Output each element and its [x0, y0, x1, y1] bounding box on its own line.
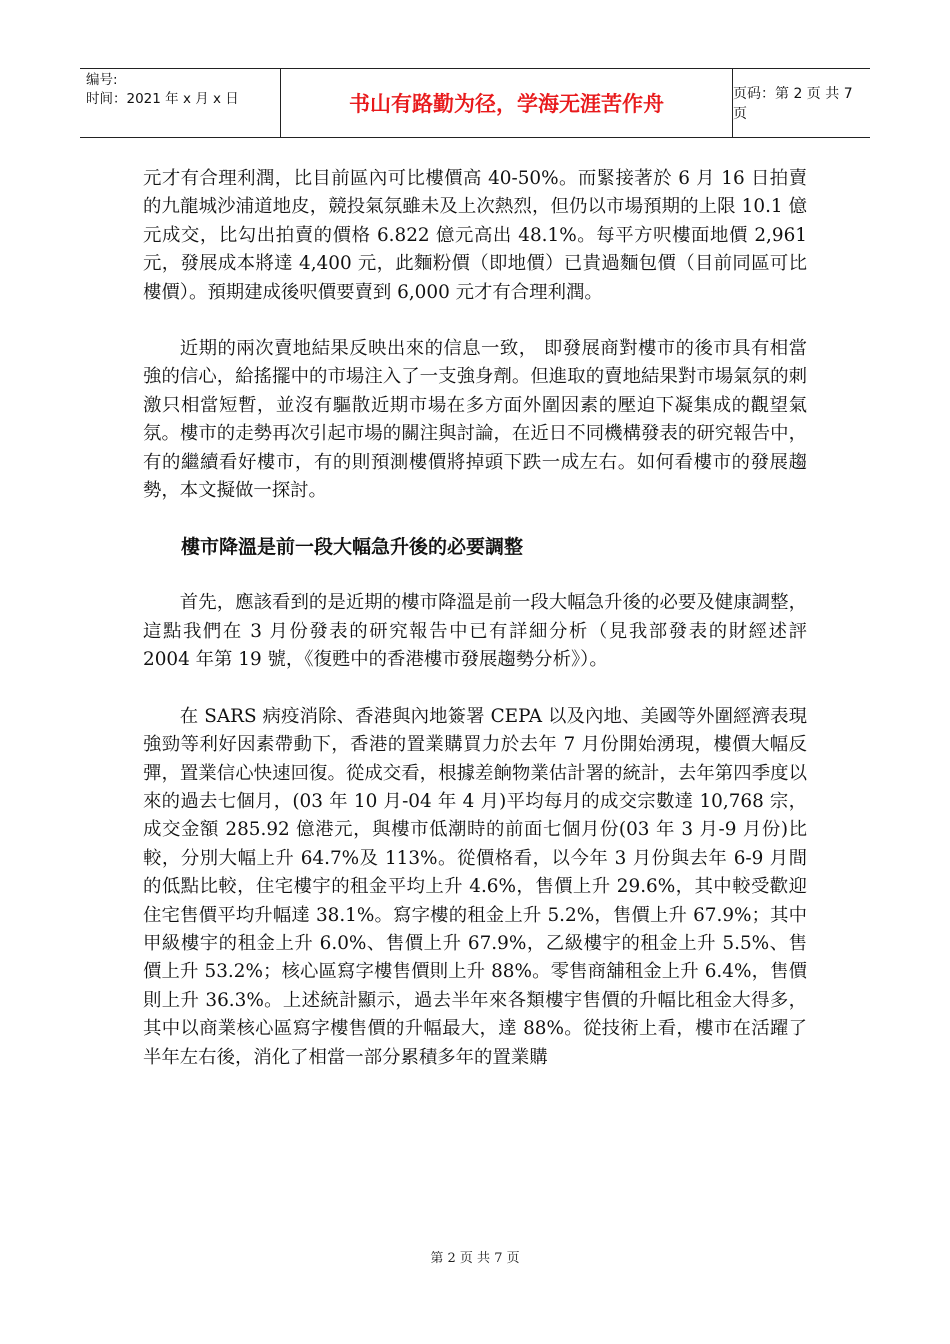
paragraph-1: 元才有合理利潤，比目前區內可比樓價高 40-50%。而緊接著於 6 月 16 日拍賣的九龍城沙浦道地皮，競投氣氛雖未及上次熱烈，但仍以市場預期的上限 10.1 億元成交，比勾出拍賣的價格 6.822 億元高出 48.1%。每平方呎樓面地價 2,961 元，發展成本將達 4,400 元，此麵粉價（即地價）已貴過麵包價（目前同區可比樓價）。預期建成後呎價要賣到 6,000 元才有合理利潤。: [143, 168, 807, 303]
paragraph-2: 近期的兩次賣地結果反映出來的信息一致， 即發展商對樓市的後市具有相當強的信心，給搖擺中的市場注入了一支強身劑。但進取的賣地結果對市場氣氛的刺激只相當短暫，並沒有驅散近期市場在多方面外圍因素的壓迫下凝集成的觀望氣氛。樓市的走勢再次引起市場的關注與討論，在近日不同機構發表的研究報告中，有的繼續看好樓市，有的則預測樓價將掉頭下跌一成左右。如何看樓市的發展趨勢，本文擬做一探討。: [143, 338, 807, 502]
header-page-info: 页码：第 2 页 共 7 页: [733, 86, 853, 122]
paragraph-4: 在 SARS 病疫消除、香港與內地簽署 CEPA 以及內地、美國等外圍經濟表現強勁等利好因素帶動下，香港的置業購買力於去年 7 月份開始湧現，樓價大幅反彈，置業信心快速回復。從成交看，根據差餉物業估計署的統計，去年第四季度以來的過去七個月，(03 年 10 月-04 年 4 月)平均每月的成交宗數達 10,768 宗，成交金額 285.92 億港元，與樓市低潮時的前面七個月份(03 年 3 月-9 月份)比較，分別大幅上升 64.7%及 113%。從價格看，以今年 3 月份與去年 6-9 月間的低點比較，住宅樓宇的租金平均上升 4.6%，售價上升 29.6%，其中較受歡迎住宅售價平均升幅達 38.1%。寫字樓的租金上升 5.2%，售價上升 67.9%；其中甲級樓宇的租金上升 6.0%、售價上升 67.9%，乙級樓宇的租金上升 5.5%、售價上升 53.2%；核心區寫字樓售價則上升 88%。零售商舖租金上升 6.4%，售價則上升 36.3%。上述統計顯示，過去半年來各類樓宇售價的升幅比租金大得多，其中以商業核心區寫字樓售價的升幅最大，達 88%。從技術上看，樓市在活躍了半年左右後，消化了相當一部分累積多年的置業購: [143, 705, 807, 1068]
page-header: [80, 68, 870, 138]
header-time: 时间：2021 年 x 月 x 日: [86, 91, 239, 107]
page-footer: 第 2 页 共 7 页: [430, 1251, 520, 1266]
document-body: [143, 165, 807, 1072]
paragraph-3: 首先，應該看到的是近期的樓市降溫是前一段大幅急升後的必要及健康調整，這點我們在 3 月份發表的研究報告中已有詳細分析（見我部發表的財經述評 2004 年第 19 號，《復甦中的香港樓市發展趨勢分析》）。: [143, 592, 807, 671]
header-motto: 书山有路勤为径，学海无涯苦作舟: [281, 69, 733, 137]
header-meta: [80, 69, 281, 137]
section-heading: 樓市降溫是前一段大幅急升後的必要調整: [181, 536, 524, 559]
header-number: 编号:: [86, 72, 118, 88]
